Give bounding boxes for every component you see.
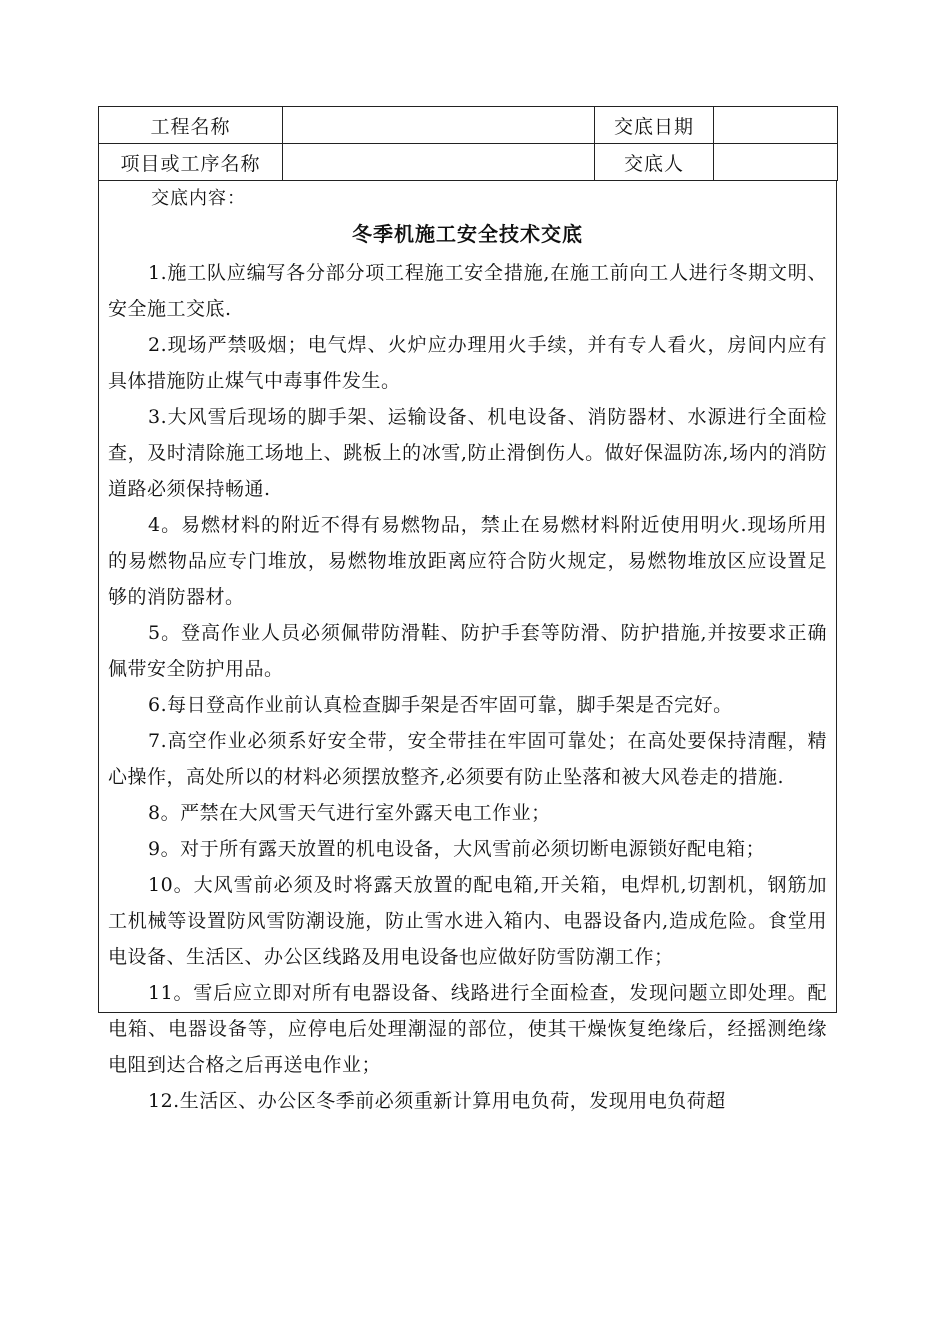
item-name-value bbox=[283, 144, 595, 181]
document-title: 冬季机施工安全技术交底 bbox=[352, 222, 583, 246]
project-name-value bbox=[283, 107, 595, 144]
paragraph-7: 7.高空作业必须系好安全带，安全带挂在牢固可靠处；在高处要保持清醒，精心操作，高处所以的材料必须摆放整齐,必须要有防止坠落和被大风卷走的措施. bbox=[108, 730, 827, 788]
header-row-project bbox=[99, 107, 838, 144]
content-intro: 交底内容： bbox=[151, 188, 246, 209]
date-value bbox=[714, 107, 838, 144]
person-value bbox=[714, 144, 838, 181]
date-label: 交底日期 bbox=[595, 107, 714, 144]
disclosure-form bbox=[98, 106, 837, 1112]
person-label: 交底人 bbox=[595, 144, 714, 181]
header-table bbox=[98, 106, 838, 181]
paragraph-9: 9。对于所有露天放置的机电设备，大风雪前必须切断电源锁好配电箱； bbox=[148, 838, 766, 860]
project-name-label: 工程名称 bbox=[99, 107, 283, 144]
content-cell bbox=[98, 181, 837, 1112]
paragraph-5: 5。登高作业人员必须佩带防滑鞋、防护手套等防滑、防护措施,并按要求正确佩带安全防护用品。 bbox=[108, 622, 827, 680]
paragraph-6: 6.每日登高作业前认真检查脚手架是否牢固可靠，脚手架是否完好。 bbox=[148, 694, 733, 716]
paragraph-10: 10。大风雪前必须及时将露天放置的配电箱,开关箱，电焊机,切割机，钢筋加工机械等设置防风雪防潮设施，防止雪水进入箱内、电器设备内,造成危险。食堂用电设备、生活区、办公区线路及用电设备也应做好防雪防潮工作； bbox=[108, 874, 827, 968]
paragraph-12: 12.生活区、办公区冬季前必须重新计算用电负荷，发现用电负荷超 bbox=[148, 1090, 726, 1112]
paragraph-8: 8。严禁在大风雪天气进行室外露天电工作业； bbox=[148, 802, 551, 824]
paragraph-4: 4。易燃材料的附近不得有易燃物品，禁止在易燃材料附近使用明火.现场所用的易燃物品应专门堆放，易燃物堆放距离应符合防火规定，易燃物堆放区应设置足够的消防器材。 bbox=[108, 514, 827, 608]
paragraph-11: 11。雪后应立即对所有电器设备、线路进行全面检查，发现问题立即处理。配电箱、电器设备等，应停电后处理潮湿的部位，使其干燥恢复绝缘后，经摇测绝缘电阻到达合格之后再送电作业； bbox=[108, 982, 827, 1076]
item-name-label: 项目或工序名称 bbox=[99, 144, 283, 181]
header-row-item bbox=[99, 144, 838, 181]
paragraph-3: 3.大风雪后现场的脚手架、运输设备、机电设备、消防器材、水源进行全面检查，及时清除施工场地上、跳板上的冰雪,防止滑倒伤人。做好保温防冻,场内的消防道路必须保持畅通. bbox=[108, 406, 827, 500]
paragraph-2: 2.现场严禁吸烟；电气焊、火炉应办理用火手续，并有专人看火，房间内应有具体措施防止煤气中毒事件发生。 bbox=[108, 334, 827, 392]
paragraph-1: 1.施工队应编写各分部分项工程施工安全措施,在施工前向工人进行冬期文明、安全施工交底. bbox=[108, 262, 827, 320]
